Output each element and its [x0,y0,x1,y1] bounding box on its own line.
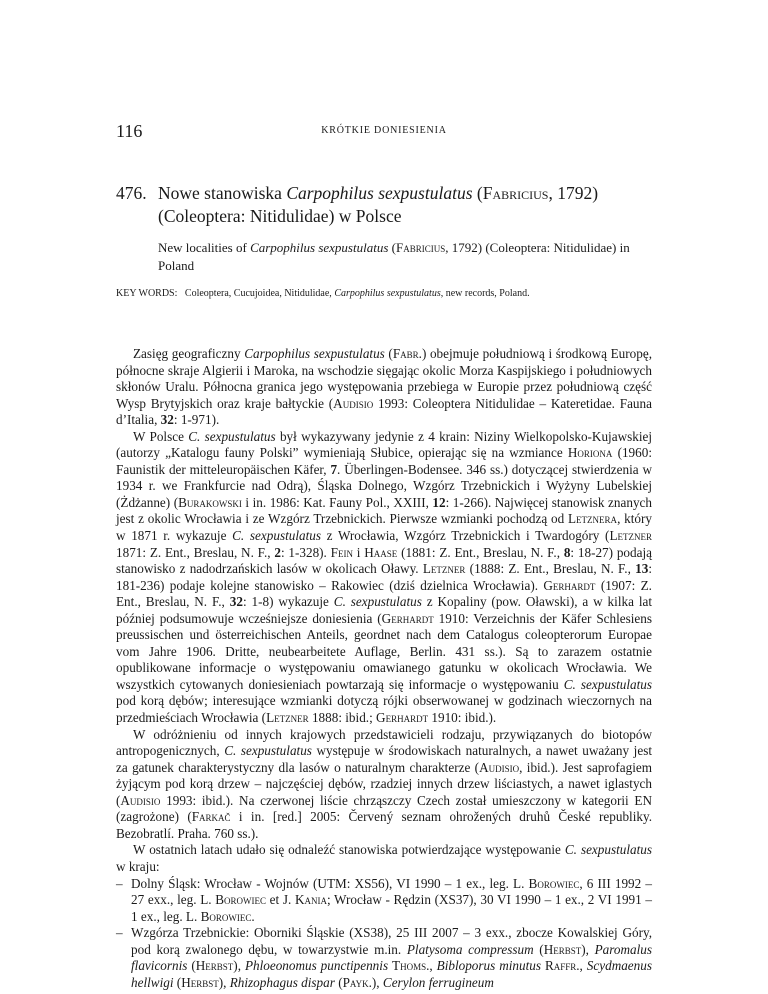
italic-text: Rhizophagus dispar [229,974,335,990]
localities-list [116,876,652,992]
text-run: w kraju: [116,858,160,874]
italic-text: C. sexpustulatus [333,594,422,610]
keywords-text: Coleoptera, Cucujoidea, Nitidulidae, [184,288,335,299]
text-run: ; Wrocław - Rędzin (XS37), 30 VI 1990 – 1 ex., 2 VI 1991 – 1 ex., leg. L. [131,892,652,924]
text-run: i in. 1986: Kat. Fauny Pol., XXIII, [241,494,433,510]
italic-text: Platysoma compressum [406,941,534,957]
text-run: Wzgórza Trzebnickie: Oborniki Śląskie (XS38), 25 III 2007 – 3 exx., zbocze Kowalskiej Góry, pod korą zwalonego dębu, w towarzystwie m.in. [131,925,652,957]
text-run: ( [384,346,393,361]
article-number: 476. [116,183,147,203]
text-run: : 181-236) podaje kolejne stanowisko – Rakowiec (dziś dzielnica Wrocławia). [116,561,652,593]
text-run: W odróżnieniu od innych krajowych przedstawicieli rodzaju, przywiązanych do biotopów antropogenicznych, [116,726,652,759]
text-run: (1881: Z. Ent., Breslau, N. F., [397,544,564,560]
text-run: ( [187,958,196,974]
text-run: 1910: ibid.). [428,710,497,726]
list-item [116,925,652,991]
author-name: Fabr. [392,346,422,361]
en-title-text-2: , 1792) (Coleoptera: Nitidulidae) in Poland [158,240,630,273]
text-run: ) obejmuje południową i środkową Europę, północne skraje Algierii i Maroka, na wschodzie sięgając okolic Morza Kaspijskiego i południowych skłonów Uralu. Północna granica jego występowania przebiega w Europie przez południową część Wysp Brytyjskich oraz kraje bałtyckie ( [116,346,652,411]
text-run: 1910: Verzeichnis der Käfer Schlesiens preussischen und österreichischen Anteils, geordnet nach dem Catalogus coleopterorum Europae vom Jahre 1906. Dritte, neubearbeitete Auflage, Berlin. 431 ss.). Są to zarazem ostatnie opublikowane informacje o występowaniu omawianego gatunku w okolicach Wrocławia. We wszystkich cytowanych doniesieniach powtarzają się informacje o występowaniu [116,610,653,692]
list-dash: – [116,925,123,941]
text-run: , [429,958,437,974]
text-run: , [579,958,587,974]
bold-text: 2 [274,544,281,560]
text-run: : 1-971). [173,412,220,428]
text-run: ), [218,974,230,990]
italic-text: C. sexpustulatus [232,528,321,544]
text-run: W Polsce [133,428,189,444]
page-number: 116 [116,121,143,141]
author-name: Gerhardt [543,577,596,593]
article-header [116,182,652,301]
author-name: Letzner [266,710,309,726]
text-run: W ostatnich latach udało się odnaleźć stanowiska potwierdzające występowanie [133,842,565,858]
author-name: Audisio [333,395,374,411]
running-title: KRÓTKIE DONIESIENIA [321,125,447,136]
list-dash: – [116,875,123,891]
text-run: występuje w środowiskach naturalnych, a nawet uważany jest za gatunek charakterystyczny dla lasów o naturalnym charakterze ( [116,743,652,775]
text-run: ), [581,941,595,957]
author-name: Herbst [543,941,582,957]
paragraph [116,429,652,727]
text-run: . [251,908,255,924]
author-name: Herbst [195,958,234,974]
italic-text: Paromalus flavicornis [131,941,652,974]
bold-text: 13 [635,561,649,577]
italic-text: Scydmaenus hellwigi [131,958,652,990]
english-title: New localities of Carpophilus sexpustulatus (Fabricius, 1792) (Coleoptera: Nitidulidae) in Poland [158,240,630,273]
text-run: z Wrocławia, Wzgórz Trzebnickich i Twardogóry ( [320,528,610,544]
en-title-author: Fabricius [395,240,446,255]
text-run: 1993: Coleoptera Nitidulidae – Kateretidae. Fauna d’Italia, [116,395,652,428]
text-run: 1888: ibid.; [308,710,377,726]
author-name: Audisio [479,759,520,775]
list-item [116,876,652,926]
italic-text: Cerylon ferrugineum [382,974,494,990]
author-name: Borowiec [200,908,252,924]
author-name: Thoms. [392,958,430,974]
text-run: . Überlingen-Bodensee. 346 ss.) dotyczącej stwierdzenia w 1934 r. we Frankfurcie nad Odrą), Śląska Dolnego, Wzgórz Trzebnickich i Wyżyny Lubelskiej (Żdżanne) ( [116,461,652,510]
paragraph [116,346,652,429]
italic-text: Bibloporus minutus [436,958,541,974]
text-run: ( [533,941,544,957]
text-run: ( [334,974,343,990]
text-run: : 1-266). Najwięcej stanowisk znanych jest z okolic Wrocławia i ze Wzgórz Trzebnickich. Pierwsze wzmianki pochodzą od [116,494,652,527]
text-run: et J. [266,892,295,908]
text-run: ), [233,958,245,974]
list-item-text [131,876,652,924]
text-run: był wykazywany jedynie z 4 krain: Niziny Wielkopolsko-Kujawskiej (autorzy „Katalogu fauny Polski” wymieniają Słubice, opierając się na wzmiance [116,428,652,461]
text-run: , który w 1871 r. wykazuje [116,511,652,544]
author-name: Haase [364,544,398,560]
list-item-text [131,925,652,990]
text-run: (1907: Z. Ent., Breslau, N. F., [116,577,652,610]
italic-text: C. sexpustulatus [224,743,312,759]
author-name: Kania [294,892,327,908]
text-run: , ibid.). Jest saprofagiem żyjącym pod korą drzew – najczęściej dębów, rzadziej innych drzew liściastych, a nawet iglastych ( [116,759,652,808]
italic-text: C. sexpustulatus [563,676,652,692]
author-name: Gerhardt [376,710,429,726]
italic-text: C. sexpustulatus [564,842,653,858]
author-name: Burakowski [178,494,242,510]
text-run: 1871: Z. Ent., Breslau, N. F., [116,544,275,560]
author-name: Letzner [422,561,466,577]
author-name: Gerhardt [381,610,434,626]
text-run: pod korą dębów; interesujące wzmianki dotyczą rójki obserwowanej w godzinach wieczornych na przedmieściach Wrocławia ( [116,693,652,726]
bold-text: 12 [432,494,446,510]
italic-text: Phloeonomus punctipennis [244,958,389,974]
text-run: ( [173,974,182,990]
author-name: Letznera [568,511,618,527]
author-name: Letzner [609,528,653,544]
title-text: Nowe stanowiska [158,183,287,203]
text-run: : 1-8) wykazuje [242,594,334,610]
text-run: ), [371,974,383,990]
article-title: Nowe stanowiska Carpophilus sexpustulatus (Fabricius, 1792) (Coleoptera: Nitidulidae) w Polsce [158,183,599,226]
text-run: Zasięg geograficzny [133,346,245,361]
text-run: (1888: Z. Ent., Breslau, N. F., [465,561,636,577]
paragraph [116,727,652,843]
paragraph [116,842,652,875]
text-run: Dolny Śląsk: Wrocław - Wojnów (UTM: XS56), VI 1990 – 1 ex., leg. L. [131,875,529,891]
italic-text: C. sexpustulatus [188,428,276,444]
keywords-species: Carpophilus sexpustulatus [334,288,441,299]
bold-text: 32 [160,412,174,428]
text-run: i in. [red.] 2005: Červený seznam ohrožených druhů České republiky. Bezobratlí. Praha. 760 ss.). [116,809,652,841]
text-run: : 1-328). [280,544,331,560]
bold-text: 7 [330,461,338,477]
en-title-text: New localities of [158,240,251,255]
title-year: , 1792) [548,183,599,203]
title-text-2: (Coleoptera: Nitidulidae) w Polsce [158,206,402,226]
bold-text: 32 [229,594,243,610]
author-name: Fein [330,544,353,560]
text-run: (1960: Faunistik der mitteleuropäischen Käfer, [116,445,653,477]
en-title-species: Carpophilus sexpustulatus [250,240,389,255]
author-name: Audisio [120,792,161,808]
keywords-label: KEY WORDS: [116,288,178,299]
text-run: : 18-27) podają stanowisko z nadodrzańskich lasów w okolicach Oławy. [116,544,652,577]
text-run: z Kopaliny (pow. Oławski), a w kilka lat później podsumowuje wcześniejsze doniesienia ( [116,594,652,626]
running-head [116,121,652,141]
bold-text: 8 [563,544,571,560]
title-author: Fabricius [482,183,549,203]
author-name: Borowiec [215,892,267,908]
author-name: Farkač [191,809,231,825]
article-body [116,346,652,991]
text-run: 1993: ibid.). Na czerwonej liście chrząszczy Czech został umieszczony w kategorii EN (zagrożone) ( [116,792,652,825]
text-run: , 6 III 1992 – 27 exx., leg. L. [131,875,652,908]
author-name: Payk. [342,974,372,990]
author-name: Horiona [567,445,613,461]
author-name: Borowiec [528,875,580,891]
keywords [116,287,652,301]
text-run: i [353,544,365,560]
author-name: Raffr. [544,958,580,974]
italic-text: Carpophilus sexpustulatus [244,346,385,361]
title-species: Carpophilus sexpustulatus [286,183,473,203]
author-name: Herbst [181,974,219,990]
keywords-end: , new records, Poland. [440,288,530,299]
